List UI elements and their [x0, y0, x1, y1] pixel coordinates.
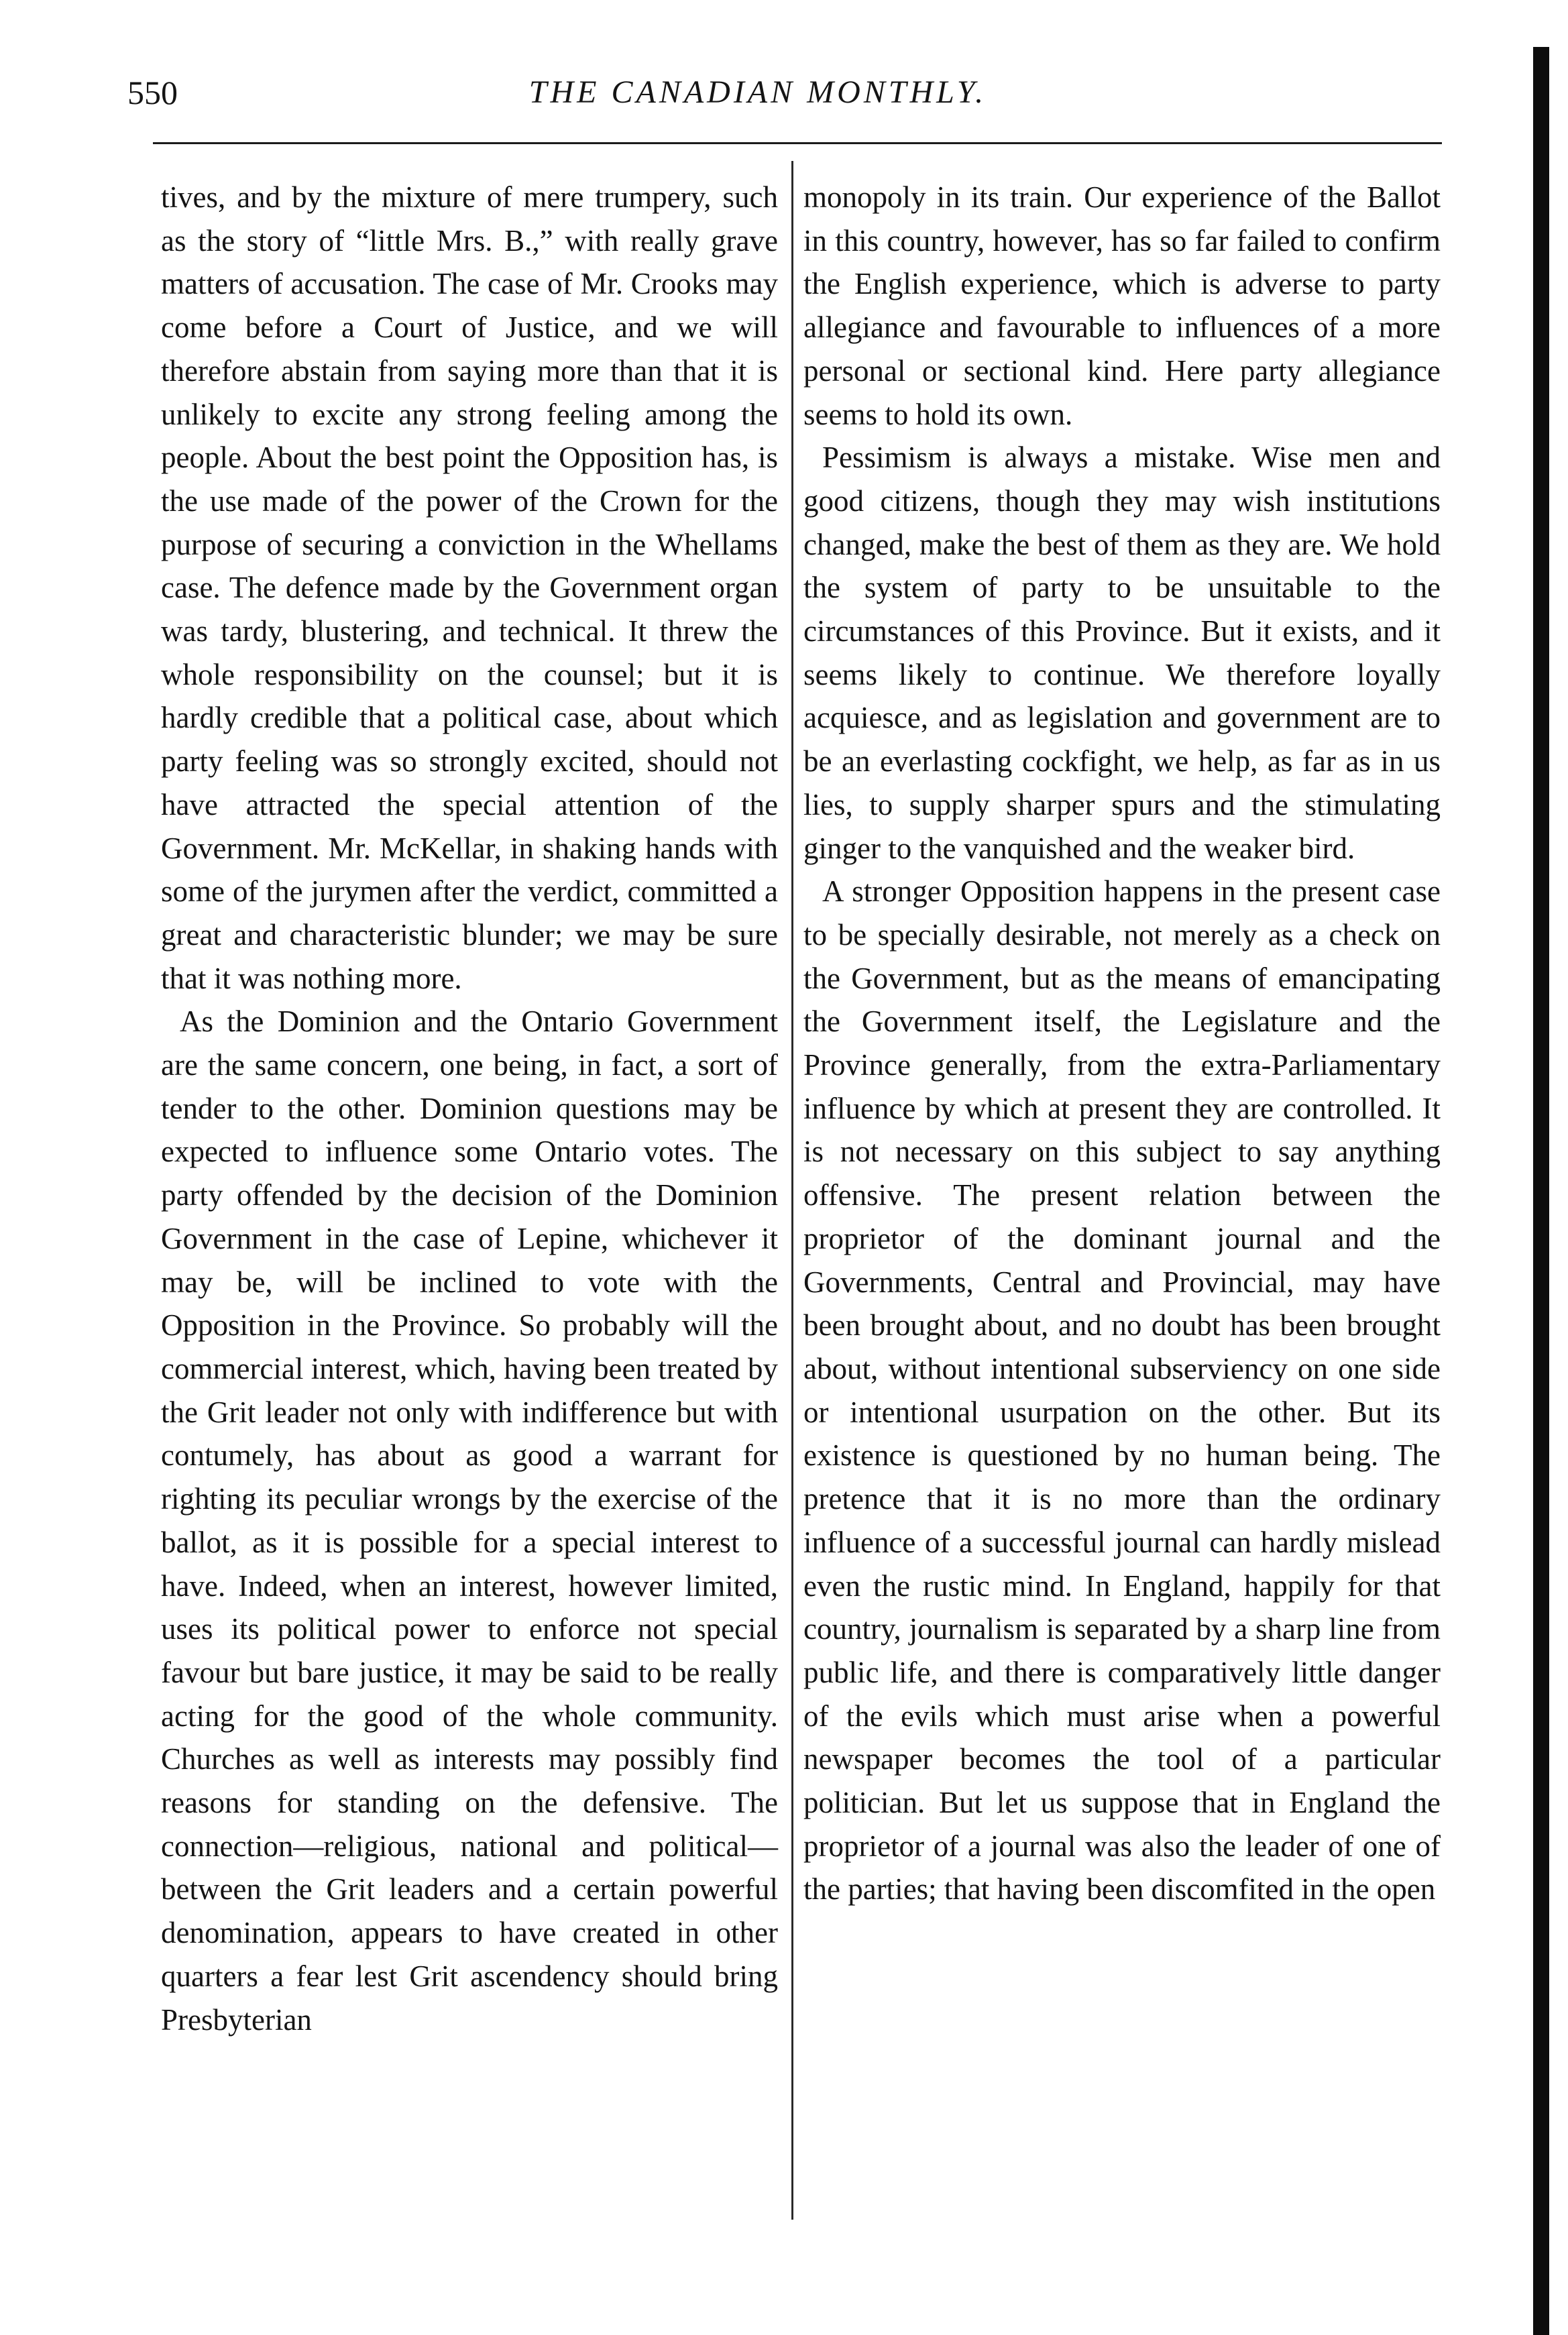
- paragraph: Pessimism is always a mistake. Wise men and good citizens, though they may wish institutions changed, make the best of them as they are. We hold the system of party to be unsuitable to the circumstances of this Province. But it exists, and it seems likely to continue. We therefore loyally acquiesce, and as legislation and government are to be an everlasting cockfight, we help, as far as in us lies, to supply sharper spurs and the stimulating ginger to the vanquished and the weaker bird.: [803, 441, 1441, 865]
- paragraph: As the Dominion and the Ontario Government are the same concern, one being, in fact, a sort of tender to the other. Dominion questions may be expected to influence some Ontario votes. The party offended by the decision of the Dominion Government in the case of Lepine, whichever it may be, will be inclined to vote with the Opposition in the Province. So probably will the commercial interest, which, having been treated by the Grit leader not only with indifference but with contumely, has about as good a warrant for righting its peculiar wrongs by the exercise of the ballot, as it is possible for a special interest to have. Indeed, when an interest, however limited, uses its political power to enforce not special favour but bare justice, it may be said to be really acting for the good of the whole community. Churches as well as interests may possibly find reasons for standing on the defensive. The connection—religious, national and political—between the Grit leaders and a certain powerful denomination, appears to have created in other quarters a fear lest Grit ascendency should bring Presbyterian: [161, 1005, 778, 2037]
- running-head: THE CANADIAN MONTHLY.: [528, 74, 987, 110]
- scan-edge-bar: [1533, 47, 1549, 2335]
- right-column: [803, 176, 1441, 1911]
- left-column: [161, 176, 778, 2041]
- page-number: 550: [127, 74, 178, 111]
- header-rule: [153, 142, 1442, 144]
- paragraph: A stronger Opposition happens in the present case to be specially desirable, not merely as a check on the Government, but as the means of emancipating the Government itself, the Legislature and the Province generally, from the extra-Parliamentary influence by which at present they are controlled. It is not necessary on this subject to say anything offensive. The present relation between the proprietor of the dominant journal and the Governments, Central and Provincial, may have been brought about, and no doubt has been brought about, without intentional subserviency on one side or intentional usurpation on the other. But its existence is questioned by no human being. The pretence that it is no more than the ordinary influence of a successful journal can hardly mislead even the rustic mind. In England, happily for that country, journalism is separated by a sharp line from public life, and there is comparatively little danger of the evils which must arise when a powerful newspaper becomes the tool of a particular politician. But let us suppose that in England the proprietor of a journal was also the leader of one of the parties; that having been discomfited in the open: [803, 874, 1441, 1906]
- paragraph: tives, and by the mixture of mere trumpery, such as the story of “little Mrs. B.,” with really grave matters of accusation. The case of Mr. Crooks may come before a Court of Justice, and we will therefore abstain from saying more than that it is unlikely to excite any strong feeling among the people. About the best point the Opposition has, is the use made of the power of the Crown for the purpose of securing a conviction in the Whellams case. The defence made by the Government organ was tardy, blustering, and technical. It threw the whole responsibility on the counsel; but it is hardly credible that a political case, about which party feeling was so strongly excited, should not have attracted the special attention of the Government. Mr. McKellar, in shaking hands with some of the jurymen after the verdict, committed a great and characteristic blunder; we may be sure that it was nothing more.: [161, 180, 778, 995]
- column-divider: [791, 161, 793, 2220]
- paragraph: monopoly in its train. Our experience of the Ballot in this country, however, has so far failed to confirm the English experience, which is adverse to party allegiance and favourable to influences of a more personal or sectional kind. Here party allegiance seems to hold its own.: [803, 180, 1441, 431]
